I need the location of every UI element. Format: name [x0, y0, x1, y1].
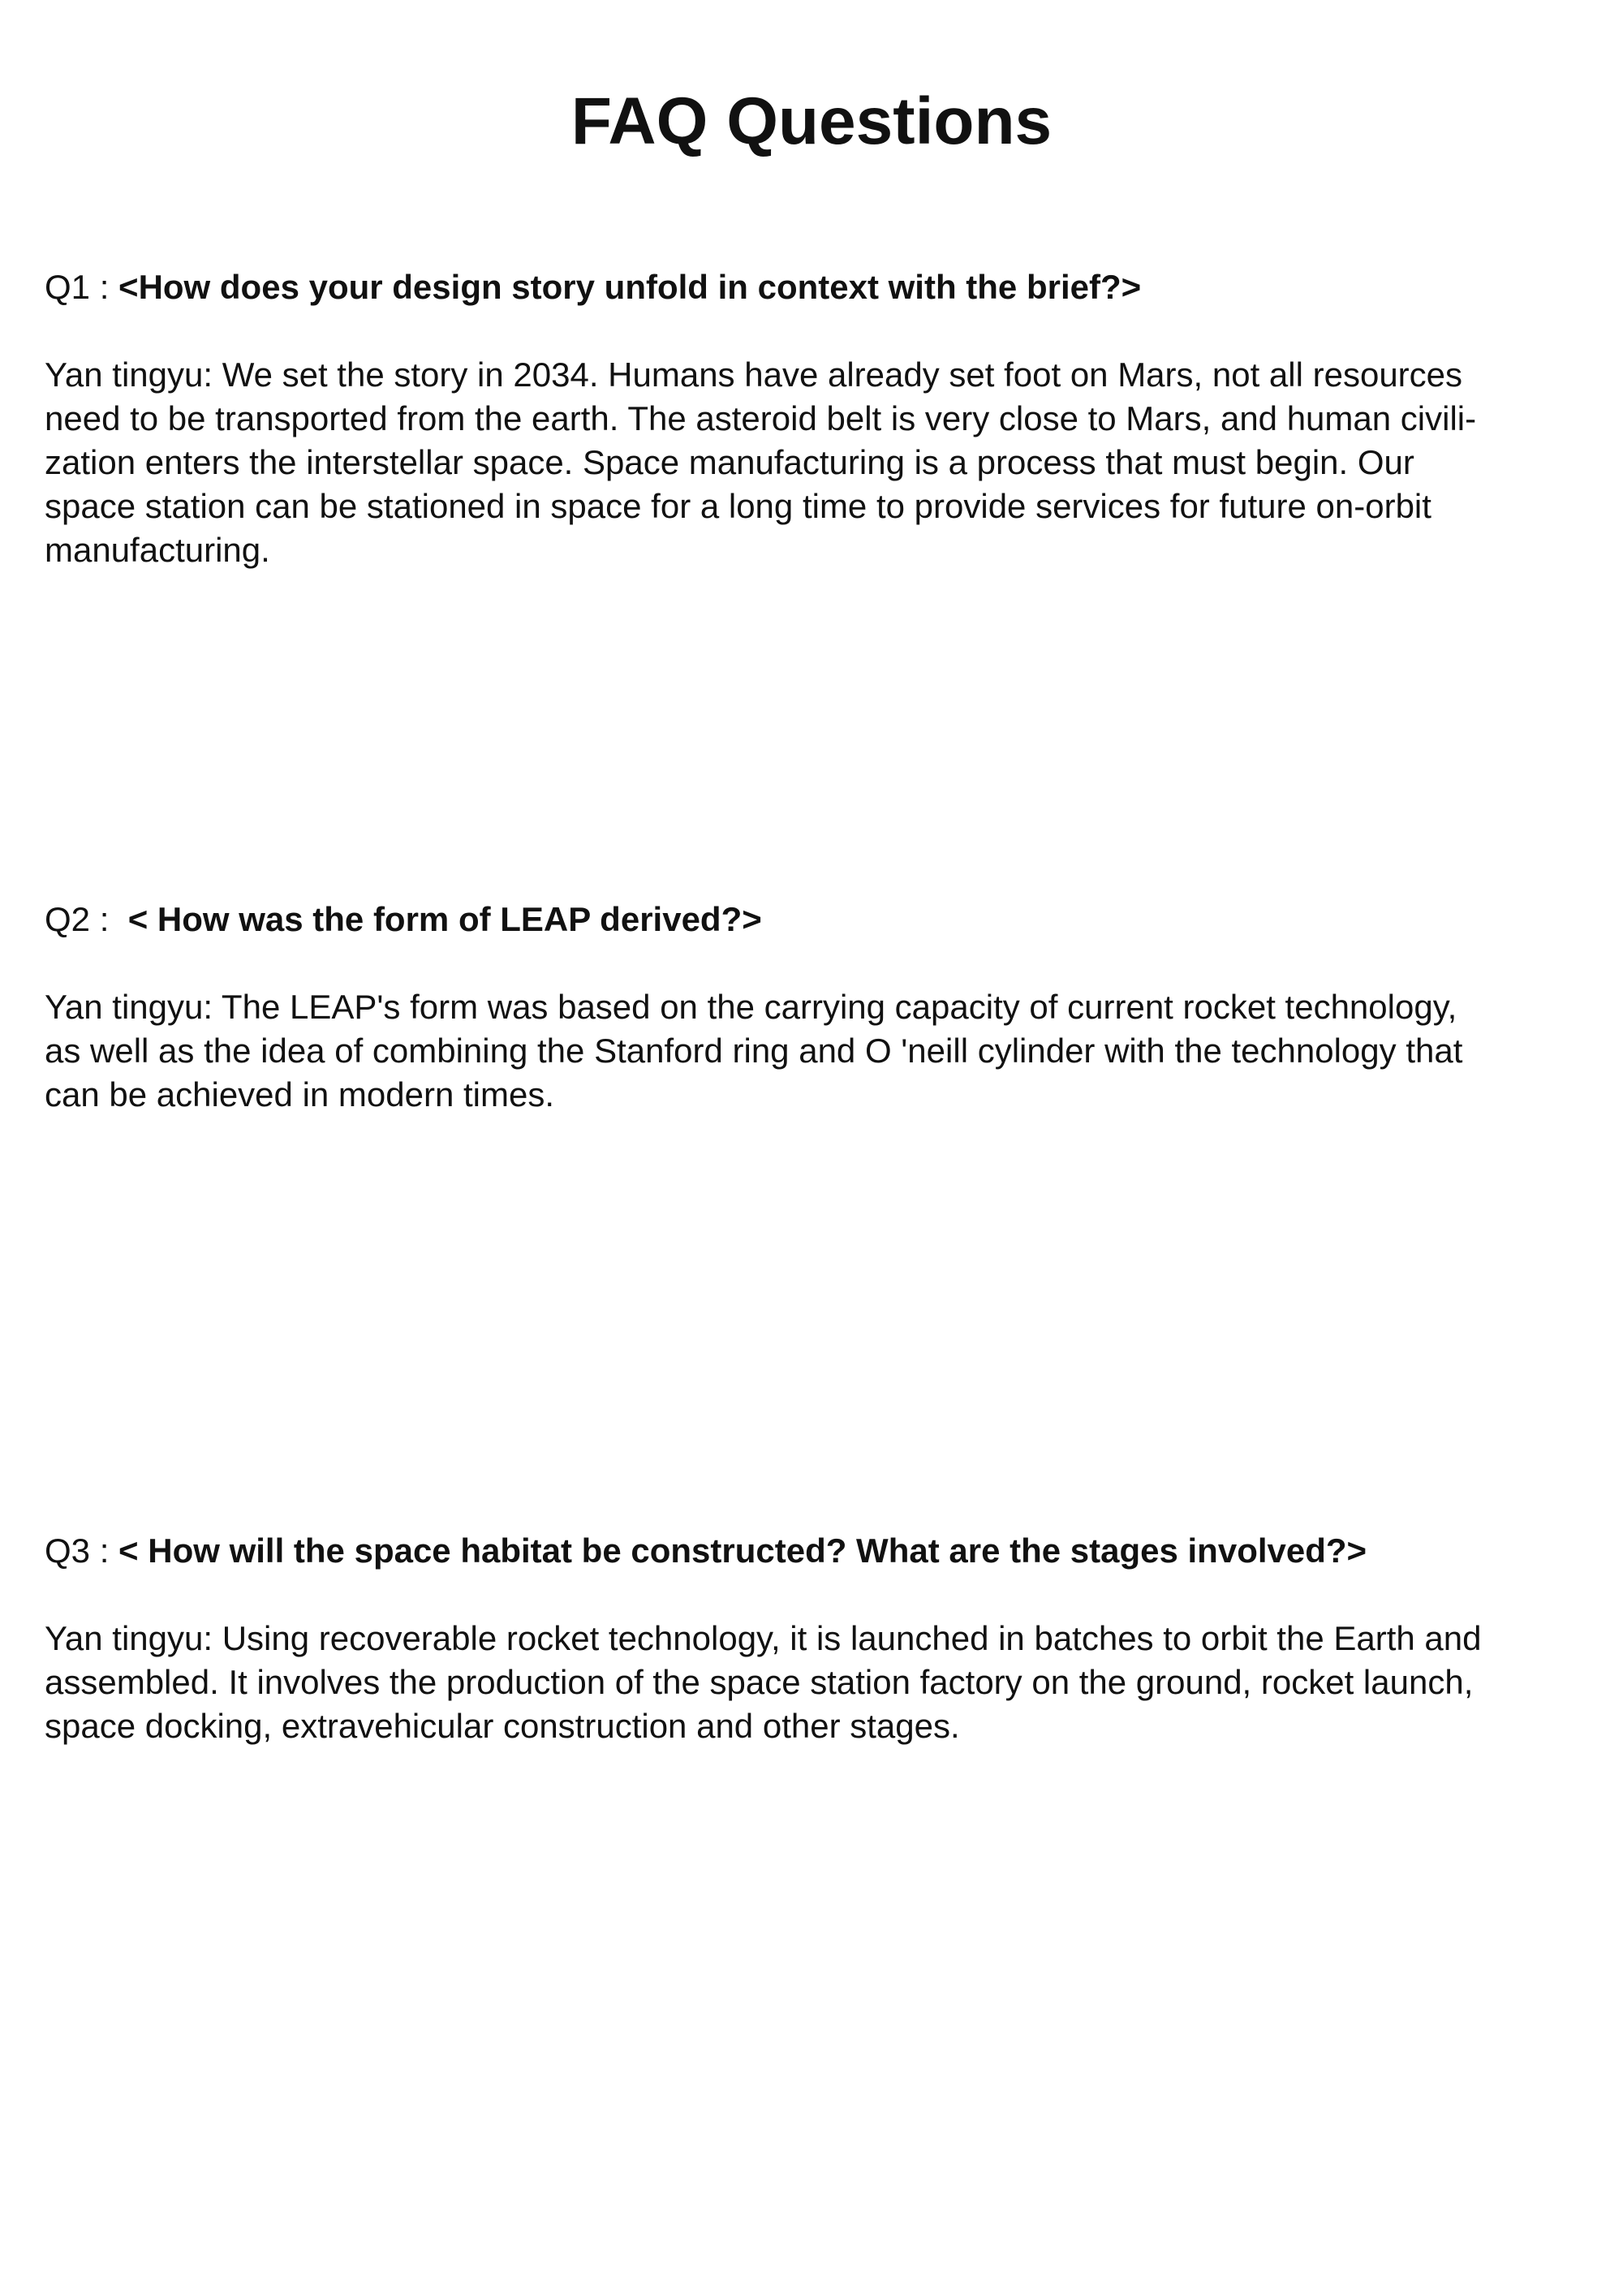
- answer-line: assembled. It involves the production of the space station factory on the ground, rocket launch,: [45, 1663, 1474, 1701]
- faq-answer: [45, 985, 1586, 1117]
- question-number: Q3 :: [45, 1531, 119, 1570]
- answer-line: Yan tingyu: Using recoverable rocket technology, it is launched in batches to orbit the Earth and: [45, 1619, 1482, 1657]
- answer-line: Yan tingyu: The LEAP's form was based on the carrying capacity of current rocket technology,: [45, 988, 1457, 1026]
- faq-item-q2: [45, 898, 1586, 1117]
- answer-line: need to be transported from the earth. The asteroid belt is very close to Mars, and human civili-: [45, 399, 1477, 437]
- faq-question: [45, 898, 1586, 941]
- faq-answer: [45, 353, 1586, 572]
- question-number: Q1 :: [45, 268, 119, 306]
- answer-line: Yan tingyu: We set the story in 2034. Humans have already set foot on Mars, not all resources: [45, 355, 1463, 394]
- answer-line: space docking, extravehicular construction and other stages.: [45, 1707, 960, 1745]
- question-text: < How will the space habitat be constructed? What are the stages involved?>: [118, 1531, 1367, 1570]
- question-number: Q2 :: [45, 900, 128, 938]
- faq-item-q3: [45, 1529, 1586, 1748]
- page-title: FAQ Questions: [570, 84, 1053, 158]
- question-text: <How does your design story unfold in context with the brief?>: [118, 268, 1142, 306]
- faq-question: [45, 1529, 1586, 1573]
- answer-line: manufacturing.: [45, 531, 270, 569]
- answer-line: zation enters the interstellar space. Space manufacturing is a process that must begin. Our: [45, 443, 1414, 481]
- question-text: < How was the form of LEAP derived?>: [127, 900, 762, 938]
- faq-answer: [45, 1617, 1586, 1748]
- answer-line: space station can be stationed in space for a long time to provide services for future on-orbit: [45, 487, 1431, 525]
- answer-line: can be achieved in modern times.: [45, 1075, 555, 1114]
- faq-item-q1: [45, 265, 1586, 572]
- faq-question: [45, 265, 1586, 309]
- answer-line: as well as the idea of combining the Stanford ring and O 'neill cylinder with the technology that: [45, 1032, 1463, 1070]
